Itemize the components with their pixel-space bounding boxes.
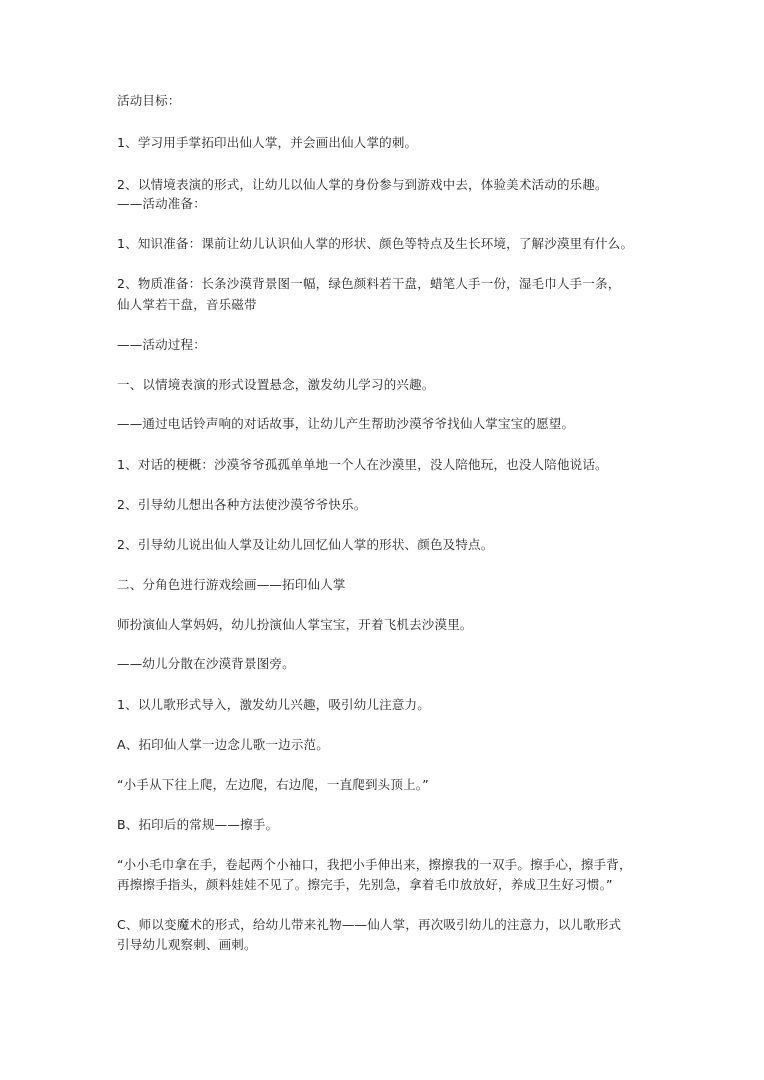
paragraph-line: ——幼儿分散在沙漠背景图旁。: [117, 656, 295, 671]
paragraph-line: 1、对话的梗概：沙漠爷爷孤孤单单地一个人在沙漠里，没人陪他玩，也没人陪他说话。: [117, 457, 608, 472]
paragraph-line: “小手从下往上爬，左边爬，右边爬，一直爬到头顶上。”: [117, 777, 429, 792]
paragraph-line: 再擦擦手指头，颜料娃娃不见了。擦完手，先别急，拿着毛巾放放好，养成卫生好习惯。”: [117, 877, 613, 892]
paragraph-line: A、拓印仙人掌一边念儿歌一边示范。: [117, 737, 329, 752]
paragraph-line: 1、以儿歌形式导入，激发幼儿兴趣，吸引幼儿注意力。: [117, 697, 430, 712]
paragraph-line: 1、学习用手掌拓印出仙人掌，并会画出仙人掌的刺。: [117, 135, 418, 150]
paragraph-line: 2、引导幼儿想出各种方法使沙漠爷爷快乐。: [117, 497, 367, 512]
paragraph-line: 一、以情境表演的形式设置悬念，激发幼儿学习的兴趣。: [117, 377, 435, 392]
paragraph-line: B、拓印后的常规——擦手。: [117, 817, 279, 832]
paragraph-line: C、师以变魔术的形式，给幼儿带来礼物——仙人掌，再次吸引幼儿的注意力，以儿歌形式: [117, 917, 622, 932]
paragraph-line: 二、分角色进行游戏绘画——拓印仙人掌: [117, 577, 346, 592]
section-heading-goals: 活动目标：: [117, 93, 181, 108]
paragraph-line: 2、以情境表演的形式，让幼儿以仙人掌的身份参与到游戏中去，体验美术活动的乐趣。: [117, 177, 608, 192]
paragraph-line: 2、引导幼儿说出仙人掌及让幼儿回忆仙人掌的形状、颜色及特点。: [117, 537, 494, 552]
paragraph-line: 引导幼儿观察刺、画刺。: [117, 937, 257, 952]
paragraph-line: ——通过电话铃声响的对话故事，让幼儿产生帮助沙漠爷爷找仙人掌宝宝的愿望。: [117, 416, 575, 431]
section-heading-preparation: ——活动准备：: [117, 196, 206, 211]
paragraph-line: 仙人掌若干盘，音乐磁带: [117, 297, 257, 312]
paragraph-line: 师扮演仙人掌妈妈，幼儿扮演仙人掌宝宝，开着飞机去沙漠里。: [117, 617, 473, 632]
section-heading-process: ——活动过程：: [117, 337, 206, 352]
paragraph-line: 2、物质准备：长条沙漠背景图一幅，绿色颜料若干盘，蜡笔人手一份，湿毛巾人手一条，: [117, 276, 621, 291]
paragraph-line: “小小毛巾拿在手，卷起两个小袖口，我把小手伸出来，擦擦我的一双手。擦手心，擦手背，: [117, 857, 632, 872]
paragraph-line: 1、知识准备：课前让幼儿认识仙人掌的形状、颜色等特点及生长环境，了解沙漠里有什么。: [117, 236, 634, 251]
